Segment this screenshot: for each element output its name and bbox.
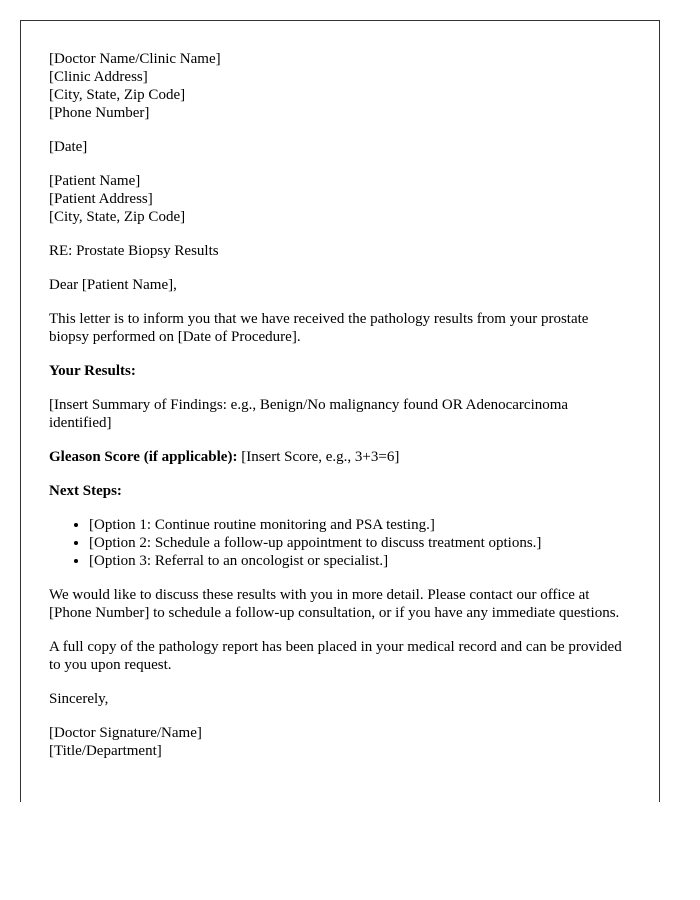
sender-name: [Doctor Name/Clinic Name] (49, 51, 221, 67)
subject-line: RE: Prostate Biopsy Results (49, 243, 219, 259)
recipient-address-block (49, 172, 631, 226)
signature-name: [Doctor Signature/Name] (49, 725, 202, 741)
sender-address: [Clinic Address] (49, 69, 148, 85)
next-steps-list (49, 516, 631, 570)
sender-city-state-zip: [City, State, Zip Code] (49, 87, 186, 103)
sender-phone: [Phone Number] (49, 105, 150, 121)
discussion-paragraph: We would like to discuss these results with you in more detail. Please contact our office at [Phone Number] to schedule a follow-up consultation, or if you have any immediate questions. (49, 587, 620, 621)
closing: Sincerely, (49, 691, 109, 707)
results-summary: [Insert Summary of Findings: e.g., Benign/No malignancy found OR Adenocarcinoma identified] (49, 397, 569, 431)
signature-block (49, 724, 631, 760)
gleason-score-value: [Insert Score, e.g., 3+3=6] (237, 449, 400, 465)
intro-paragraph: This letter is to inform you that we have received the pathology results from your prostate biopsy performed on [Date of Procedure]. (49, 311, 589, 345)
salutation: Dear [Patient Name], (49, 277, 177, 293)
letter-page (20, 20, 660, 802)
next-step-option: • [Option 3: Referral to an oncologist or specialist.] (89, 552, 631, 570)
results-heading: Your Results: (49, 363, 136, 379)
next-steps-heading: Next Steps: (49, 483, 122, 499)
report-note-paragraph: A full copy of the pathology report has been placed in your medical record and can be provided to you upon request. (49, 639, 622, 673)
gleason-score-label: Gleason Score (if applicable): (49, 449, 238, 465)
recipient-address: [Patient Address] (49, 191, 153, 207)
next-step-option: • [Option 1: Continue routine monitoring and PSA testing.] (89, 516, 631, 534)
recipient-name: [Patient Name] (49, 173, 141, 189)
recipient-city-state-zip: [City, State, Zip Code] (49, 209, 186, 225)
next-step-option: • [Option 2: Schedule a follow-up appointment to discuss treatment options.] (89, 534, 631, 552)
signature-title: [Title/Department] (49, 743, 162, 759)
sender-address-block (49, 50, 631, 122)
gleason-score-line (49, 448, 631, 466)
letter-date: [Date] (49, 139, 88, 155)
